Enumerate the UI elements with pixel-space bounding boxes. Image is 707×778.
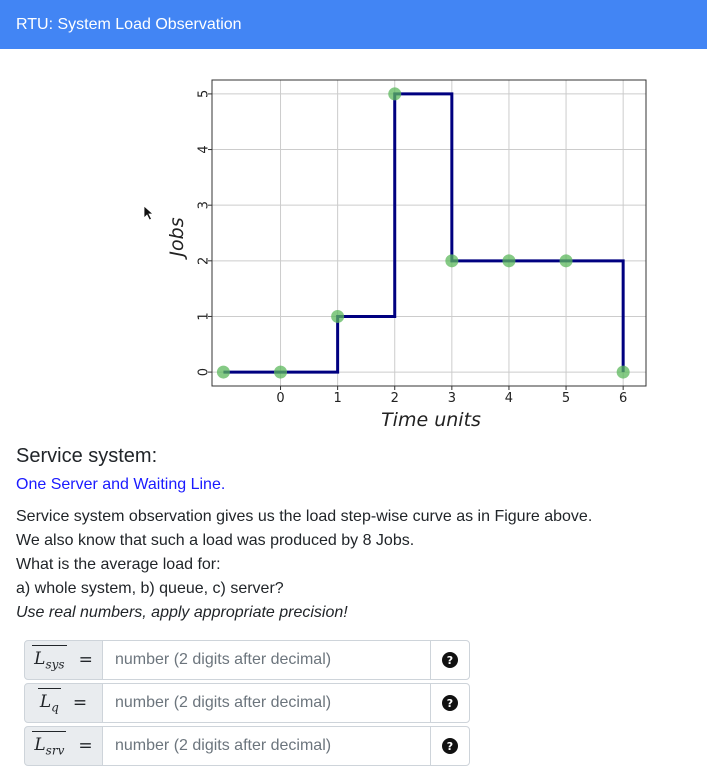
x-tick-label: 3 (447, 391, 456, 406)
x-tick-label: 6 (619, 391, 628, 406)
y-tick-label: 2 (196, 256, 212, 265)
data-point (445, 254, 458, 267)
y-tick-label: 4 (196, 145, 212, 154)
question-circle-icon: ? (442, 652, 458, 668)
lsys-input[interactable] (103, 640, 430, 680)
y-axis-label: Jobs (166, 217, 188, 257)
load-step-chart (160, 74, 660, 444)
mouse-pointer-icon (143, 205, 155, 221)
data-point (274, 366, 287, 379)
load-chart (160, 74, 660, 449)
x-tick-label: 1 (333, 391, 342, 406)
question-circle-icon: ? (442, 738, 458, 754)
description-line: a) whole system, b) queue, c) server? (16, 580, 284, 597)
answer-row-lq (24, 683, 470, 723)
lq-input[interactable] (103, 683, 430, 723)
y-tick-label: 5 (196, 89, 212, 99)
load-step-line (223, 94, 623, 372)
y-tick-label: 0 (196, 367, 212, 377)
question-circle-icon: ? (442, 695, 458, 711)
x-tick-label: 2 (390, 391, 399, 406)
lq-help-button[interactable] (430, 683, 470, 723)
y-tick-label: 3 (196, 201, 212, 210)
description-line: We also know that such a load was produced by 8 Jobs. (16, 532, 415, 549)
app-title: RTU: System Load Observation (16, 15, 242, 33)
precision-hint: Use real numbers, apply appropriate precision! (16, 604, 348, 621)
data-point (560, 254, 573, 267)
lsys-help-button[interactable] (430, 640, 470, 680)
section-title: Service system: (16, 445, 158, 467)
system-type-link[interactable]: One Server and Waiting Line. (16, 476, 226, 493)
answer-row-lsrv (24, 726, 470, 766)
x-axis-label: Time units (381, 409, 481, 431)
problem-description (16, 505, 592, 625)
plot-frame (212, 80, 646, 386)
lq-label: $L_q$ = (24, 683, 103, 723)
description-line: What is the average load for: (16, 556, 221, 573)
lsrv-input[interactable] (103, 726, 430, 766)
lsrv-help-button[interactable] (430, 726, 470, 766)
lsys-label: $L_{sys}$ = (24, 640, 103, 680)
data-point (217, 366, 230, 379)
data-point (331, 310, 344, 323)
y-tick-label: 1 (196, 312, 212, 321)
x-tick-label: 5 (561, 391, 571, 406)
data-point (388, 87, 401, 100)
data-point (617, 366, 630, 379)
x-tick-label: 0 (276, 391, 285, 406)
data-point (502, 254, 515, 267)
description-line: Service system observation gives us the load step-wise curve as in Figure above. (16, 508, 593, 525)
x-tick-label: 4 (504, 391, 514, 406)
answer-row-lsys (24, 640, 470, 680)
lsrv-label: $L_{srv}$ = (24, 726, 103, 766)
app-header (0, 0, 707, 49)
